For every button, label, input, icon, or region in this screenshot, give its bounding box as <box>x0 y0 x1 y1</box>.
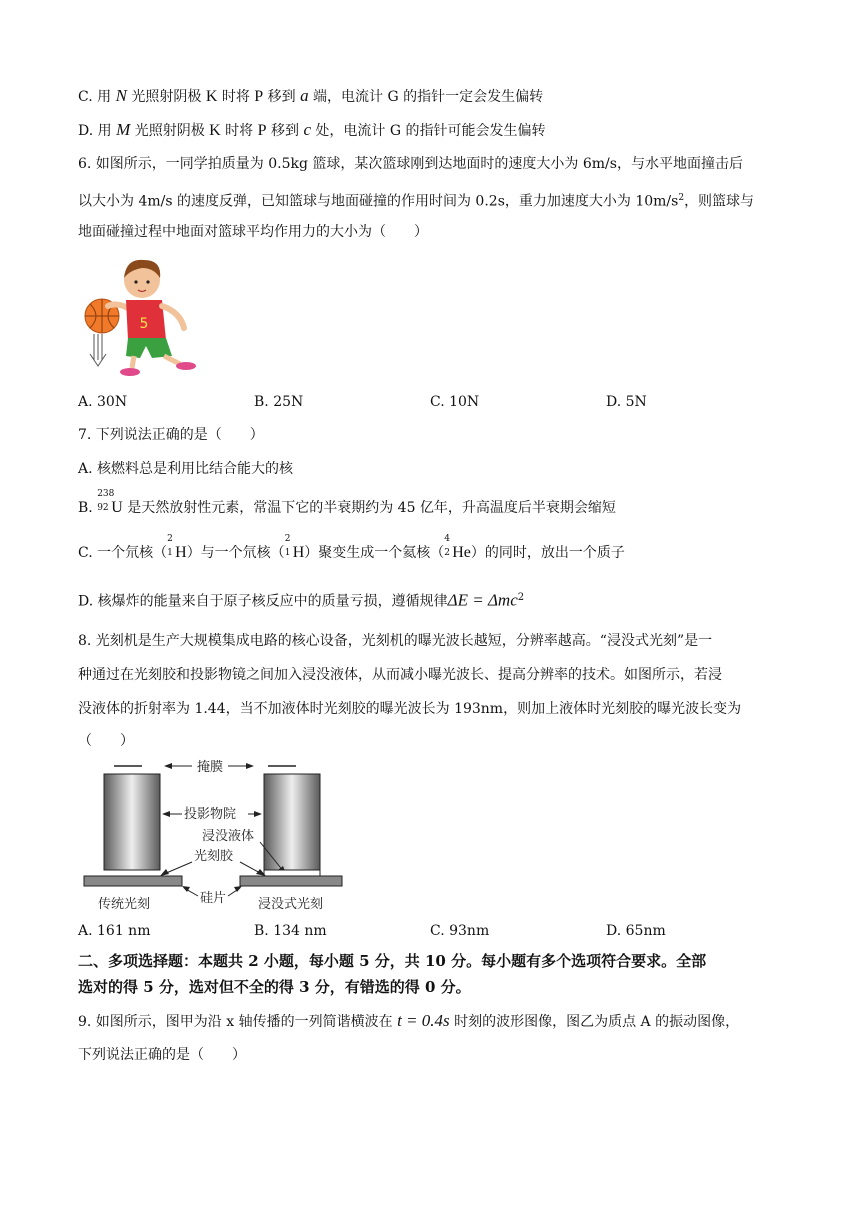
q6-option-c: C. 10N <box>430 394 480 410</box>
formula: ΔE = Δmc <box>447 590 518 610</box>
section-2-heading-line-2: 选对的得 5 分，选对但不全的得 3 分，有错选的得 0 分。 <box>78 978 471 996</box>
q8-line-1: 8. 光刻机是生产大规模集成电路的核心设备，光刻机的曝光波长越短，分辨率越高。“浸没式光刻”是一 <box>78 633 713 649</box>
wafer-left <box>84 876 182 886</box>
mask-label: 掩膜 <box>197 760 224 775</box>
immersion-caption: 浸没式光刻 <box>258 897 324 912</box>
symbol-k: K <box>209 122 221 139</box>
text: 处，电流计 G 的指针可能会发生偏转 <box>310 123 546 139</box>
wafer-label: 硅片 <box>200 891 227 906</box>
q7-option-b <box>78 489 616 518</box>
superscript: 2 <box>678 193 685 203</box>
wafer-right <box>240 876 342 886</box>
q9-line-1 <box>78 1011 739 1032</box>
math-symbol: c <box>303 120 311 139</box>
formula: t = 0.4s <box>397 1011 450 1030</box>
deuterium-nuclide <box>167 534 187 563</box>
charge-number: 2 <box>444 548 450 558</box>
shirt-number: 5 <box>139 316 149 332</box>
text: 光照射阴极 <box>130 123 210 139</box>
q7-option-d <box>78 588 524 612</box>
text: B. <box>78 500 98 516</box>
q7-option-a: A. 核燃料总是利用比结合能大的核 <box>78 461 294 477</box>
q6-line-3: 地面碰撞过程中地面对篮球平均作用力的大小为（ ） <box>78 224 428 240</box>
q8-option-c: C. 93nm <box>430 923 490 939</box>
charge-number: 1 <box>284 548 291 558</box>
text: 时将 <box>220 123 258 139</box>
text: 时刻的波形图像，图乙为质点 A 的振动图像， <box>449 1014 740 1030</box>
text: ）的同时，放出一个质子 <box>470 545 625 561</box>
symbol-p: P <box>257 122 267 139</box>
mass-number: 2 <box>167 534 173 544</box>
text: D. 用 <box>78 123 117 139</box>
q5-option-d <box>78 120 546 141</box>
q7-option-c <box>78 534 625 563</box>
liquid-label: 浸没液体 <box>202 829 255 844</box>
projection-lens-left <box>104 774 160 870</box>
element-symbol: H <box>175 544 187 561</box>
text: ，则篮球与 <box>684 193 755 210</box>
section-2-heading-line-1: 二、多项选择题：本题共 2 小题，每小题 5 分，共 10 分。每小题有多个选项符合要求。全部 <box>78 952 707 970</box>
math-symbol: a <box>300 86 309 105</box>
charge-number: 1 <box>167 548 173 558</box>
text: C. 一个氘核（ <box>78 545 168 561</box>
charge-number: 92 <box>97 503 109 513</box>
immersion-liquid <box>264 870 320 876</box>
text: 以大小为 4m/s 的速度反弹，已知篮球与地面碰撞的作用时间为 0.2s，重力加速度大小为 10m/s <box>78 193 679 210</box>
q6-line-1: 6. 如图所示，一同学拍质量为 0.5kg 篮球，某次篮球刚到达地面时的速度大小为 6m/s，与水平地面撞击后 <box>78 156 743 172</box>
text: 光照射阴极 <box>126 89 206 105</box>
math-symbol: N <box>115 86 127 105</box>
element-symbol: H <box>292 544 305 561</box>
motion-arrows-icon <box>90 334 106 366</box>
q6-option-b: B. 25N <box>254 394 304 410</box>
projection-lens-right <box>264 774 320 870</box>
q9-line-2: 下列说法正确的是（ ） <box>78 1047 246 1063</box>
q5-option-c <box>78 86 543 107</box>
uranium-nuclide <box>97 489 123 518</box>
mass-number: 4 <box>444 534 450 544</box>
q6-option-d: D. 5N <box>606 394 647 410</box>
q8-option-b: B. 134 nm <box>254 923 327 939</box>
text: ）聚变生成一个氦核（ <box>304 545 445 561</box>
text: 移到 <box>266 123 304 139</box>
lens-label: 投影物院 <box>184 807 237 822</box>
text: C. 用 <box>78 89 116 105</box>
symbol-k: K <box>205 88 218 105</box>
traditional-caption: 传统光刻 <box>98 897 151 912</box>
text: 是天然放射性元素，常温下它的半衰期约为 45 亿年，升高温度后半衰期会缩短 <box>127 500 616 516</box>
math-symbol: M <box>116 120 131 139</box>
basketball-player-figure <box>80 250 210 382</box>
q8-option-d: D. 65nm <box>606 923 666 939</box>
q6-line-2 <box>78 188 754 212</box>
q8-line-3: 没液体的折射率为 1.44，当不加液体时光刻胶的曝光波长为 193nm，则加上液体时光刻胶的曝光波长变为 <box>78 701 742 717</box>
helium-nuclide <box>444 534 471 563</box>
text: D. 核爆炸的能量来自于原子核反应中的质量亏损，遵循规律 <box>78 593 448 610</box>
lithography-figure <box>80 756 350 914</box>
text: 9. 如图所示，图甲为沿 x 轴传播的一列简谐横波在 <box>78 1014 398 1030</box>
superscript: 2 <box>517 592 525 603</box>
deuterium-nuclide <box>284 534 305 563</box>
mass-number: 238 <box>97 489 115 499</box>
q8-line-2: 种通过在光刻胶和投影物镜之间加入浸没液体，从而减小曝光波长、提高分辨率的技术。如图所示，若浸 <box>78 667 722 683</box>
text: 移到 <box>263 89 301 105</box>
q7-stem: 7. 下列说法正确的是（ ） <box>78 427 264 443</box>
text: 端，电流计 G 的指针一定会发生偏转 <box>308 89 544 105</box>
element-symbol: He <box>452 544 471 561</box>
symbol-p: P <box>254 88 264 105</box>
mass-number: 2 <box>284 534 291 544</box>
text: ）与一个氘核（ <box>186 545 285 561</box>
resist-label: 光刻胶 <box>194 849 234 864</box>
q8-option-a: A. 161 nm <box>78 923 151 939</box>
text: 时将 <box>217 89 255 105</box>
q8-line-4: （ ） <box>78 733 134 749</box>
q6-option-a: A. 30N <box>78 394 128 410</box>
element-symbol: U <box>111 499 123 516</box>
